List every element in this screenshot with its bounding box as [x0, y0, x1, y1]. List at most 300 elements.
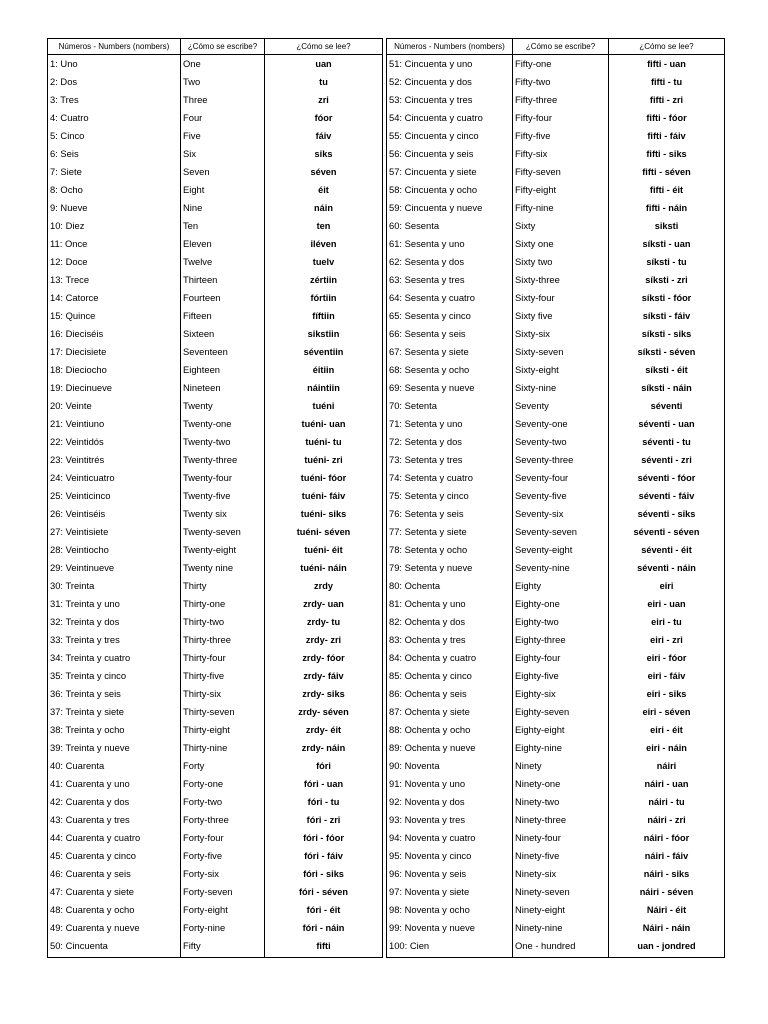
table-cell: zrdy- éit: [305, 725, 342, 735]
table-cell: 14: Catorce: [50, 292, 99, 303]
pronunciation-column: [609, 39, 724, 957]
table-cell: Thirty-one: [183, 598, 226, 609]
table-cell: Seventeen: [183, 346, 228, 357]
table-cell: Ninety-five: [515, 850, 560, 861]
table-cell: zrdy- uan: [303, 599, 344, 609]
table-cell: Fifty-one: [515, 58, 552, 69]
table-cell: zri: [318, 95, 329, 105]
table-cell: 61: Sesenta y uno: [389, 238, 465, 249]
table-cell: 38: Treinta y ocho: [50, 724, 125, 735]
table-cell: fifti - tu: [650, 77, 683, 87]
table-cell: fóri: [316, 761, 331, 771]
table-cell: Thirty-four: [183, 652, 226, 663]
table-cell: tuéni- fáiv: [301, 491, 346, 501]
table-cell: éit: [318, 185, 329, 195]
table-cell: 80: Ochenta: [389, 580, 441, 591]
table-cell: tu: [319, 77, 328, 87]
table-cell: 13: Trece: [50, 274, 90, 285]
table-cell: Forty-seven: [183, 886, 233, 897]
table-cell: zértiin: [309, 275, 338, 285]
table-cell: 3: Tres: [50, 94, 79, 105]
table-cell: Eighty: [515, 580, 542, 591]
table-cell: 55: Cincuenta y cinco: [389, 130, 479, 141]
table-cell: Fifty-eight: [515, 184, 557, 195]
table-cell: fóri - siks: [303, 869, 344, 879]
table-cell: 62: Sesenta y dos: [389, 256, 465, 267]
table-cell: Eighty-seven: [515, 706, 570, 717]
table-cell: 57: Cincuenta y siete: [389, 166, 477, 177]
table-cell: Thirteen: [183, 274, 218, 285]
table-cell: uan: [315, 59, 332, 69]
table-cell: tuéni- séven: [296, 527, 351, 537]
table-cell: fifti - zri: [649, 95, 684, 105]
table-cell: 47: Cuarenta y siete: [50, 886, 134, 897]
table-cell: 50: Cincuenta: [50, 940, 108, 951]
numbers-table-left: [47, 38, 383, 958]
table-cell: fóri - náin: [302, 923, 345, 933]
table-cell: 31: Treinta y uno: [50, 598, 120, 609]
table-cell: One: [183, 58, 201, 69]
table-cell: 6: Seis: [50, 148, 79, 159]
table-cell: Nineteen: [183, 382, 221, 393]
table-cell: 9: Nueve: [50, 202, 88, 213]
table-cell: 98: Noventa y ocho: [389, 904, 470, 915]
table-cell: séventi - náin: [637, 563, 696, 573]
table-cell: Seventy-eight: [515, 544, 573, 555]
table-cell: Thirty-six: [183, 688, 222, 699]
table-cell: Three: [183, 94, 208, 105]
table-cell: Twelve: [183, 256, 213, 267]
table-cell: síksti - éit: [645, 365, 688, 375]
table-cell: zrdy- tu: [306, 617, 341, 627]
table-cell: Seven: [183, 166, 210, 177]
table-cell: fóri - zri: [306, 815, 341, 825]
table-cell: eiri - fóor: [646, 653, 687, 663]
table-cell: 40: Cuarenta: [50, 760, 105, 771]
english-column: [181, 39, 265, 957]
header-read: ¿Cómo se lee?: [265, 39, 382, 55]
table-cell: 68: Sesenta y ocho: [389, 364, 470, 375]
table-cell: 96: Noventa y seis: [389, 868, 467, 879]
spanish-column: [48, 39, 181, 957]
table-cell: 48: Cuarenta y ocho: [50, 904, 135, 915]
table-cell: zrdy- zri: [305, 635, 342, 645]
table-cell: Forty-three: [183, 814, 229, 825]
table-cell: Ninety-three: [515, 814, 567, 825]
table-cell: tuéni- éit: [304, 545, 343, 555]
table-cell: Seventy-seven: [515, 526, 578, 537]
table-cell: Eighty-five: [515, 670, 559, 681]
table-cell: Eleven: [183, 238, 212, 249]
table-cell: Seventy-one: [515, 418, 568, 429]
table-cell: Ninety-six: [515, 868, 557, 879]
table-cell: Seventy-two: [515, 436, 567, 447]
table-cell: síksti - fáiv: [642, 311, 691, 321]
table-cell: siksti: [654, 221, 679, 231]
table-cell: 70: Setenta: [389, 400, 437, 411]
table-cell: séventi - uan: [638, 419, 695, 429]
table-cell: 16: Dieciséis: [50, 328, 104, 339]
table-cell: 75: Setenta y cinco: [389, 490, 469, 501]
table-cell: náiri - siks: [643, 869, 690, 879]
table-cell: 39: Treinta y nueve: [50, 742, 130, 753]
table-cell: Forty-one: [183, 778, 224, 789]
table-cell: 29: Veintinueve: [50, 562, 115, 573]
table-cell: séventi - siks: [637, 509, 696, 519]
table-cell: 45: Cuarenta y cinco: [50, 850, 136, 861]
table-cell: Fifteen: [183, 310, 212, 321]
table-cell: Ninety-eight: [515, 904, 566, 915]
table-cell: Fifty-three: [515, 94, 558, 105]
header-read: ¿Cómo se lee?: [609, 39, 724, 55]
header-written: ¿Cómo se escribe?: [513, 39, 608, 55]
table-cell: zrdy- fóor: [302, 653, 345, 663]
table-cell: iléven: [310, 239, 337, 249]
table-cell: 92: Noventa y dos: [389, 796, 465, 807]
table-cell: 60: Sesenta: [389, 220, 440, 231]
table-cell: 59: Cincuenta y nueve: [389, 202, 483, 213]
table-cell: séventi - séven: [633, 527, 700, 537]
table-cell: zrdy- náin: [301, 743, 346, 753]
table-cell: Sixty five: [515, 310, 553, 321]
table-cell: tuéni- tu: [305, 437, 342, 447]
table-cell: Twenty six: [183, 508, 227, 519]
table-cell: 67: Sesenta y siete: [389, 346, 469, 357]
table-cell: fóri - tu: [307, 797, 340, 807]
table-cell: náiri - séven: [639, 887, 694, 897]
table-cell: 17: Diecisiete: [50, 346, 107, 357]
table-cell: 34: Treinta y cuatro: [50, 652, 131, 663]
table-cell: 53: Cincuenta y tres: [389, 94, 473, 105]
table-cell: eiri - siks: [646, 689, 687, 699]
table-cell: séventi - zri: [641, 455, 692, 465]
table-cell: eiri - náin: [646, 743, 687, 753]
table-cell: 73: Setenta y tres: [389, 454, 463, 465]
table-cell: 71: Setenta y uno: [389, 418, 463, 429]
table-cell: zrdy- siks: [302, 689, 345, 699]
table-cell: Thirty-five: [183, 670, 225, 681]
table-cell: Fifty-five: [515, 130, 551, 141]
table-cell: Forty-two: [183, 796, 223, 807]
table-cell: fifti - séven: [642, 167, 691, 177]
table-cell: tuéni: [312, 401, 335, 411]
table-cell: Ninety-four: [515, 832, 561, 843]
table-cell: 83: Ochenta y tres: [389, 634, 466, 645]
table-cell: Two: [183, 76, 201, 87]
table-cell: Sixty-six: [515, 328, 550, 339]
table-cell: Eighteen: [183, 364, 221, 375]
table-cell: 30: Treinta: [50, 580, 95, 591]
table-cell: Ninety-one: [515, 778, 561, 789]
table-cell: Náiri - náin: [642, 923, 691, 933]
table-cell: Forty: [183, 760, 205, 771]
table-cell: Fifty-nine: [515, 202, 554, 213]
table-cell: zrdy- séven: [298, 707, 349, 717]
table-cell: fifti - fáiv: [647, 131, 686, 141]
table-cell: 43: Cuarenta y tres: [50, 814, 130, 825]
table-cell: 25: Veinticinco: [50, 490, 111, 501]
table-cell: tuéni- náin: [300, 563, 347, 573]
table-cell: fórtiin: [310, 293, 337, 303]
table-cell: séventi - tu: [642, 437, 691, 447]
table-cell: 78: Setenta y ocho: [389, 544, 468, 555]
table-cell: Sixty-four: [515, 292, 555, 303]
table-cell: 82: Ochenta y dos: [389, 616, 466, 627]
table-cell: 4: Cuatro: [50, 112, 89, 123]
table-cell: eiri - éit: [650, 725, 683, 735]
table-cell: Twenty nine: [183, 562, 234, 573]
table-cell: Thirty-nine: [183, 742, 228, 753]
table-cell: náiri - fóor: [643, 833, 690, 843]
table-cell: 79: Setenta y nueve: [389, 562, 473, 573]
table-cell: tuéni- fóor: [300, 473, 347, 483]
table-cell: tuéni- zri: [304, 455, 343, 465]
table-cell: Sixty: [515, 220, 536, 231]
table-cell: Twenty-three: [183, 454, 238, 465]
pronunciation-column: [265, 39, 382, 957]
table-cell: séventiin: [303, 347, 344, 357]
table-cell: Sixty-eight: [515, 364, 559, 375]
table-cell: 94: Noventa y cuatro: [389, 832, 476, 843]
english-column: [513, 39, 609, 957]
table-cell: 88: Ochenta y ocho: [389, 724, 471, 735]
table-cell: Thirty-two: [183, 616, 225, 627]
table-cell: síksti - uan: [642, 239, 691, 249]
table-cell: 52: Cincuenta y dos: [389, 76, 472, 87]
table-cell: 84: Ochenta y cuatro: [389, 652, 477, 663]
table-cell: 1: Uno: [50, 58, 78, 69]
table-cell: Seventy-nine: [515, 562, 570, 573]
table-cell: 33: Treinta y tres: [50, 634, 120, 645]
table-cell: Fifty-four: [515, 112, 552, 123]
numbers-table-right: [386, 38, 725, 958]
table-cell: fifti: [316, 941, 331, 951]
table-cell: Ninety-nine: [515, 922, 563, 933]
table-cell: fóri - fáiv: [304, 851, 343, 861]
table-cell: síksti - séven: [637, 347, 696, 357]
table-cell: Seventy-five: [515, 490, 567, 501]
table-cell: séventi - éit: [641, 545, 692, 555]
table-cell: Fifty-seven: [515, 166, 561, 177]
table-cell: éitiin: [312, 365, 335, 375]
table-cell: 65: Sesenta y cinco: [389, 310, 471, 321]
table-cell: 54: Cincuenta y cuatro: [389, 112, 483, 123]
table-cell: eiri - uan: [647, 599, 686, 609]
table-cell: 81: Ochenta y uno: [389, 598, 466, 609]
table-cell: Eighty-two: [515, 616, 559, 627]
table-cell: sikstiin: [307, 329, 340, 339]
table-cell: Thirty-eight: [183, 724, 230, 735]
table-cell: Twenty-one: [183, 418, 232, 429]
table-cell: uan - jondred: [637, 941, 696, 951]
table-cell: 100: Cien: [389, 940, 430, 951]
table-cell: náiri - tu: [648, 797, 685, 807]
table-cell: 49: Cuarenta y nueve: [50, 922, 140, 933]
table-cell: Sixty two: [515, 256, 553, 267]
table-cell: síksti - siks: [641, 329, 692, 339]
table-cell: fóor: [314, 113, 333, 123]
table-cell: 22: Veintidós: [50, 436, 104, 447]
table-cell: Eighty-six: [515, 688, 556, 699]
table-cell: 5: Cinco: [50, 130, 85, 141]
table-cell: 36: Treinta y seis: [50, 688, 121, 699]
table-cell: ten: [316, 221, 331, 231]
table-cell: 42: Cuarenta y dos: [50, 796, 130, 807]
table-cell: náin: [314, 203, 333, 213]
table-cell: 12: Doce: [50, 256, 88, 267]
table-cell: 85: Ochenta y cinco: [389, 670, 472, 681]
table-cell: 95: Noventa y cinco: [389, 850, 472, 861]
table-cell: 66: Sesenta y seis: [389, 328, 466, 339]
table-cell: 86: Ochenta y seis: [389, 688, 467, 699]
spanish-column: [387, 39, 513, 957]
table-cell: náiri - fáiv: [644, 851, 689, 861]
table-cell: Twenty-five: [183, 490, 231, 501]
table-cell: Sixty-nine: [515, 382, 557, 393]
table-cell: 18: Dieciocho: [50, 364, 107, 375]
table-cell: 15: Quince: [50, 310, 96, 321]
table-cell: 51: Cincuenta y uno: [389, 58, 473, 69]
table-cell: Seventy-four: [515, 472, 569, 483]
table-cell: One - hundred: [515, 940, 576, 951]
header-numbers: Números - Numbers (nombers): [48, 39, 180, 55]
table-cell: Thirty: [183, 580, 207, 591]
table-cell: Eight: [183, 184, 205, 195]
table-cell: fáiv: [315, 131, 332, 141]
table-cell: eiri - fáiv: [647, 671, 686, 681]
table-cell: Forty-nine: [183, 922, 226, 933]
table-cell: tuéni- siks: [300, 509, 347, 519]
table-cell: 41: Cuarenta y uno: [50, 778, 130, 789]
table-cell: 8: Ocho: [50, 184, 83, 195]
table-cell: Six: [183, 148, 197, 159]
table-cell: Náiri - éit: [646, 905, 687, 915]
table-cell: Sixteen: [183, 328, 215, 339]
table-cell: síksti - náin: [641, 383, 692, 393]
table-cell: 37: Treinta y siete: [50, 706, 124, 717]
table-cell: 97: Noventa y siete: [389, 886, 470, 897]
table-cell: 76: Setenta y seis: [389, 508, 464, 519]
table-cell: Forty-five: [183, 850, 223, 861]
table-cell: náiri - zri: [647, 815, 686, 825]
table-cell: Eighty-three: [515, 634, 566, 645]
table-cell: náintiin: [307, 383, 340, 393]
table-cell: Seventy-three: [515, 454, 574, 465]
table-cell: Eighty-eight: [515, 724, 565, 735]
table-cell: síksti - tu: [646, 257, 687, 267]
table-cell: Thirty-three: [183, 634, 231, 645]
table-cell: eiri: [659, 581, 674, 591]
table-cell: Ninety-seven: [515, 886, 570, 897]
table-cell: 99: Noventa y nueve: [389, 922, 475, 933]
table-cell: 10: Diez: [50, 220, 85, 231]
table-cell: Twenty-four: [183, 472, 232, 483]
table-cell: Sixty one: [515, 238, 554, 249]
table-cell: Fourteen: [183, 292, 221, 303]
table-cell: 56: Cincuenta y seis: [389, 148, 474, 159]
table-cell: Sixty-seven: [515, 346, 564, 357]
table-cell: 58: Cincuenta y ocho: [389, 184, 478, 195]
table-cell: 19: Diecinueve: [50, 382, 113, 393]
table-cell: Fifty-six: [515, 148, 548, 159]
table-cell: fifti - éit: [649, 185, 684, 195]
table-cell: 20: Veinte: [50, 400, 92, 411]
table-cell: 72: Setenta y dos: [389, 436, 462, 447]
table-cell: 87: Ochenta y siete: [389, 706, 470, 717]
table-cell: eiri - zri: [650, 635, 683, 645]
table-cell: 90: Noventa: [389, 760, 440, 771]
table-cell: 28: Veintiocho: [50, 544, 109, 555]
table-cell: Forty-six: [183, 868, 219, 879]
table-cell: 91: Noventa y uno: [389, 778, 466, 789]
table-cell: séventi - fóor: [637, 473, 696, 483]
table-cell: Five: [183, 130, 201, 141]
table-cell: fóri - fóor: [303, 833, 344, 843]
table-cell: 74: Setenta y cuatro: [389, 472, 473, 483]
table-cell: 44: Cuarenta y cuatro: [50, 832, 141, 843]
table-cell: Sixty-three: [515, 274, 560, 285]
table-cell: séventi: [650, 401, 683, 411]
table-cell: Ninety: [515, 760, 542, 771]
table-cell: 32: Treinta y dos: [50, 616, 120, 627]
table-cell: síksti - fóor: [641, 293, 692, 303]
table-cell: eiri - séven: [642, 707, 691, 717]
table-cell: náiri - uan: [644, 779, 689, 789]
table-cell: Seventy: [515, 400, 549, 411]
table-cell: Twenty: [183, 400, 213, 411]
table-cell: fóri - uan: [303, 779, 344, 789]
table-cell: séventi - fáiv: [638, 491, 695, 501]
table-cell: 46: Cuarenta y seis: [50, 868, 131, 879]
table-cell: Eighty-four: [515, 652, 561, 663]
table-cell: 27: Veintisiete: [50, 526, 109, 537]
table-cell: 11: Once: [50, 238, 88, 249]
table-cell: síksti - zri: [645, 275, 688, 285]
table-cell: 77: Setenta y siete: [389, 526, 467, 537]
table-cell: Fifty: [183, 940, 201, 951]
table-cell: 2: Dos: [50, 76, 78, 87]
table-cell: Seventy-six: [515, 508, 564, 519]
table-cell: Ninety-two: [515, 796, 560, 807]
table-cell: Eighty-nine: [515, 742, 562, 753]
table-cell: náiri: [656, 761, 677, 771]
table-cell: séven: [310, 167, 337, 177]
table-cell: siks: [314, 149, 333, 159]
table-cell: 24: Veinticuatro: [50, 472, 115, 483]
table-cell: eiri - tu: [651, 617, 682, 627]
table-cell: Fifty-two: [515, 76, 551, 87]
table-cell: Thirty-seven: [183, 706, 235, 717]
table-cell: Nine: [183, 202, 203, 213]
header-written: ¿Cómo se escribe?: [181, 39, 264, 55]
table-cell: fifti - uan: [647, 59, 686, 69]
table-cell: 69: Sesenta y nueve: [389, 382, 475, 393]
table-cell: fíftiin: [312, 311, 335, 321]
header-numbers: Números - Numbers (nombers): [387, 39, 512, 55]
table-cell: 64: Sesenta y cuatro: [389, 292, 475, 303]
table-cell: 23: Veintitrés: [50, 454, 105, 465]
table-cell: Twenty-two: [183, 436, 231, 447]
table-cell: 89: Ochenta y nueve: [389, 742, 476, 753]
table-cell: Ten: [183, 220, 199, 231]
table-cell: 26: Veintiséis: [50, 508, 106, 519]
table-cell: fifti - fóor: [646, 113, 687, 123]
table-cell: Twenty-eight: [183, 544, 237, 555]
table-cell: Forty-eight: [183, 904, 228, 915]
table-cell: Eighty-one: [515, 598, 560, 609]
table-cell: 21: Veintiuno: [50, 418, 105, 429]
table-cell: tuéni- uan: [301, 419, 346, 429]
